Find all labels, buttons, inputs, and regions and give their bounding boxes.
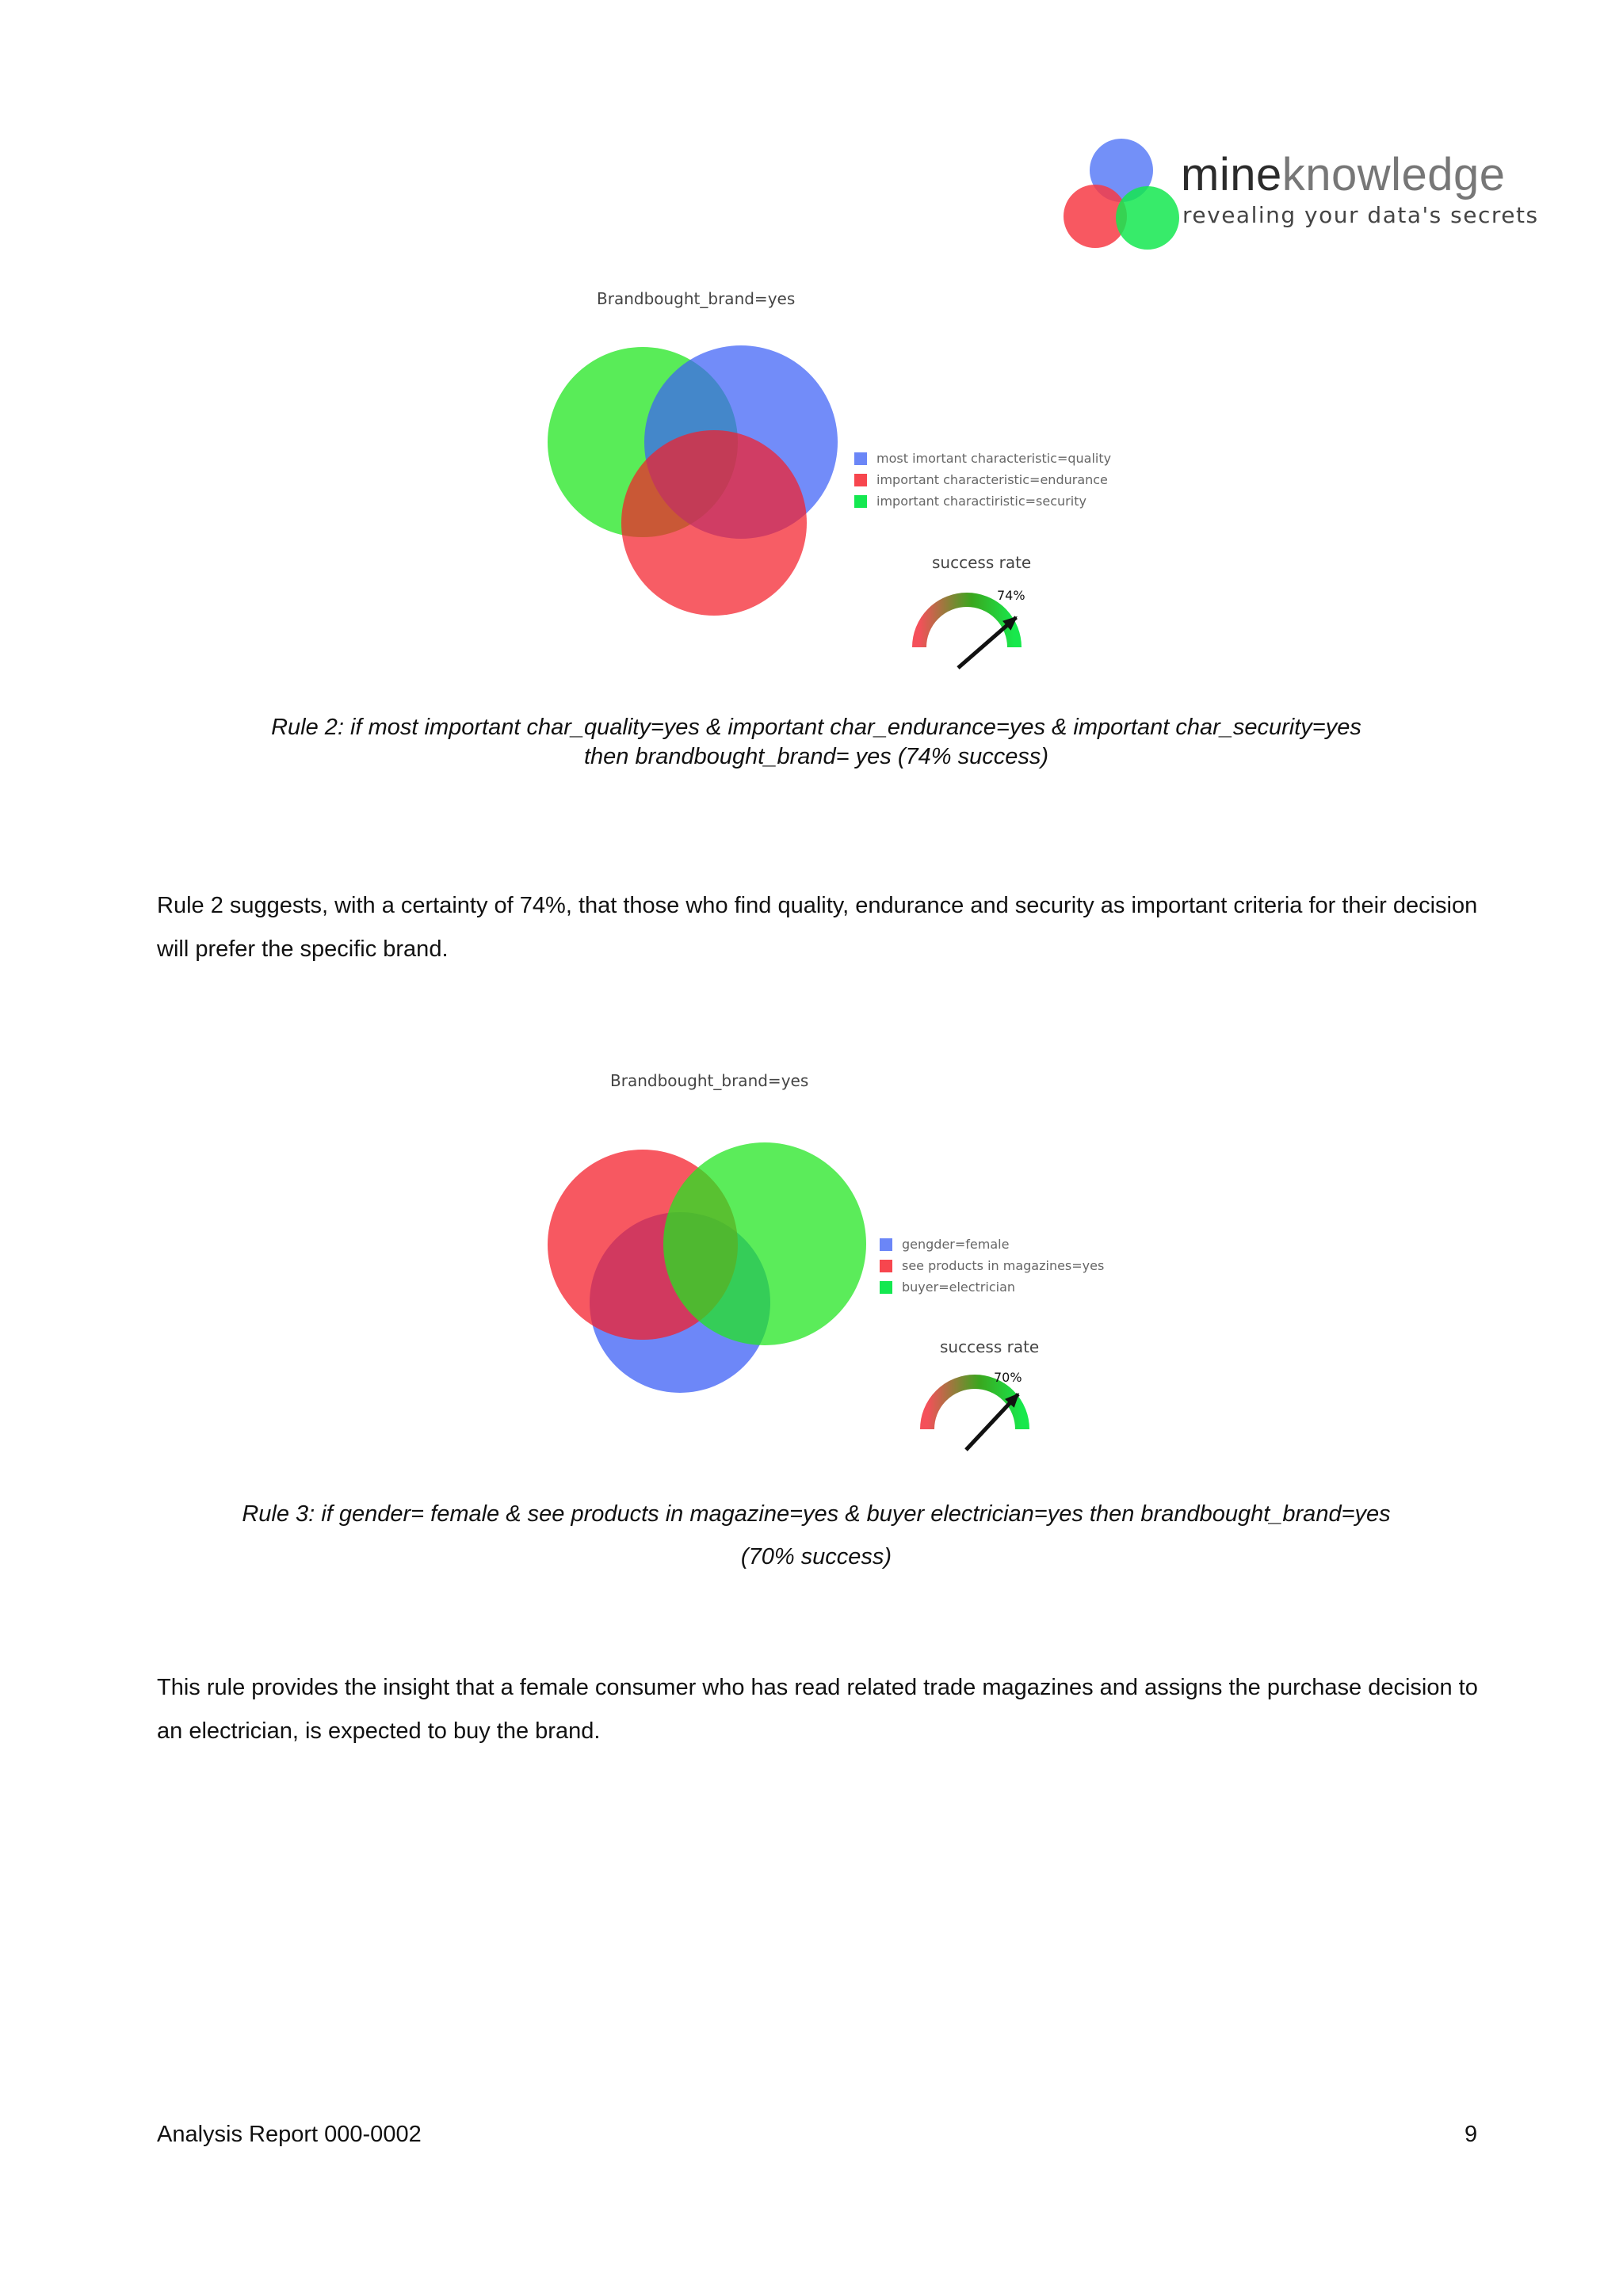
logo-green-circle	[1116, 186, 1179, 250]
venn1-legend	[854, 448, 1111, 512]
rule2-paragraph: Rule 2 suggests, with a certainty of 74%, that those who find quality, endurance and security as important criteria for their decision will prefer the specific brand.	[157, 893, 1478, 962]
venn1-legend-swatch-quality	[854, 452, 867, 465]
gauge1	[903, 582, 1030, 673]
venn2-legend-item	[880, 1276, 1104, 1298]
rule2-caption-line1: Rule 2: if most important char_quality=yes & important char_endurance=yes & important char_security=yes	[271, 715, 1361, 740]
venn2-title: Brandbought_brand=yes	[610, 1071, 809, 1090]
footer-page-number: 9	[1465, 2122, 1478, 2147]
venn2-legend-swatch-female	[880, 1238, 892, 1251]
rule2-caption	[158, 713, 1474, 772]
venn1-legend-item	[854, 490, 1111, 512]
logo-wordmark-mine: mine	[1181, 149, 1282, 200]
gauge1-value: 74%	[997, 588, 1025, 603]
venn2-legend-swatch-magazines	[880, 1260, 892, 1272]
logo-wordmark	[1181, 149, 1506, 200]
rule3-caption-line2: (70% success)	[740, 1544, 892, 1569]
venn2-legend-label: see products in magazines=yes	[902, 1258, 1105, 1273]
gauge1-arc	[919, 600, 1014, 647]
gauge2	[911, 1364, 1038, 1455]
venn1-legend-item	[854, 469, 1111, 490]
rule3-paragraph: This rule provides the insight that a female consumer who has read related trade magazines and assigns the purchase decision to an electrician, is expected to buy the brand.	[157, 1675, 1478, 1744]
venn1-legend-swatch-endurance	[854, 474, 867, 486]
venn2-legend	[880, 1234, 1104, 1298]
venn1-legend-label: important charactiristic=security	[876, 494, 1086, 509]
venn2-diagram	[539, 1133, 872, 1410]
gauge1-title: success rate	[932, 553, 1032, 572]
venn2-legend-label: gengder=female	[902, 1237, 1010, 1252]
venn2-circle-electrician	[663, 1142, 866, 1345]
venn1-legend-label: most imortant characteristic=quality	[876, 451, 1112, 466]
venn2-legend-item	[880, 1255, 1104, 1276]
venn1-legend-label: important characteristic=endurance	[876, 472, 1108, 487]
venn1-title: Brandbought_brand=yes	[597, 289, 796, 308]
rule3-caption	[158, 1493, 1474, 1578]
venn1-circle-endurance	[621, 430, 807, 616]
venn1-diagram	[539, 341, 872, 626]
logo-wordmark-knowledge: knowledge	[1281, 149, 1506, 200]
venn1-legend-item	[854, 448, 1111, 469]
venn2-legend-item	[880, 1234, 1104, 1255]
rule2-caption-line2: then brandbought_brand= yes (74% success)	[583, 744, 1049, 770]
venn1-legend-swatch-security	[854, 495, 867, 508]
footer-report-title: Analysis Report 000-0002	[157, 2122, 422, 2147]
venn2-legend-label: buyer=electrician	[902, 1280, 1016, 1295]
rule3-caption-line1: Rule 3: if gender= female & see products in magazine=yes & buyer electrician=yes then brandbought_brand=yes	[242, 1501, 1391, 1527]
gauge2-title: success rate	[940, 1337, 1040, 1356]
venn2-legend-swatch-electrician	[880, 1281, 892, 1294]
logo-tagline: revealing your data's secrets	[1182, 202, 1539, 228]
gauge2-value: 70%	[994, 1370, 1022, 1385]
